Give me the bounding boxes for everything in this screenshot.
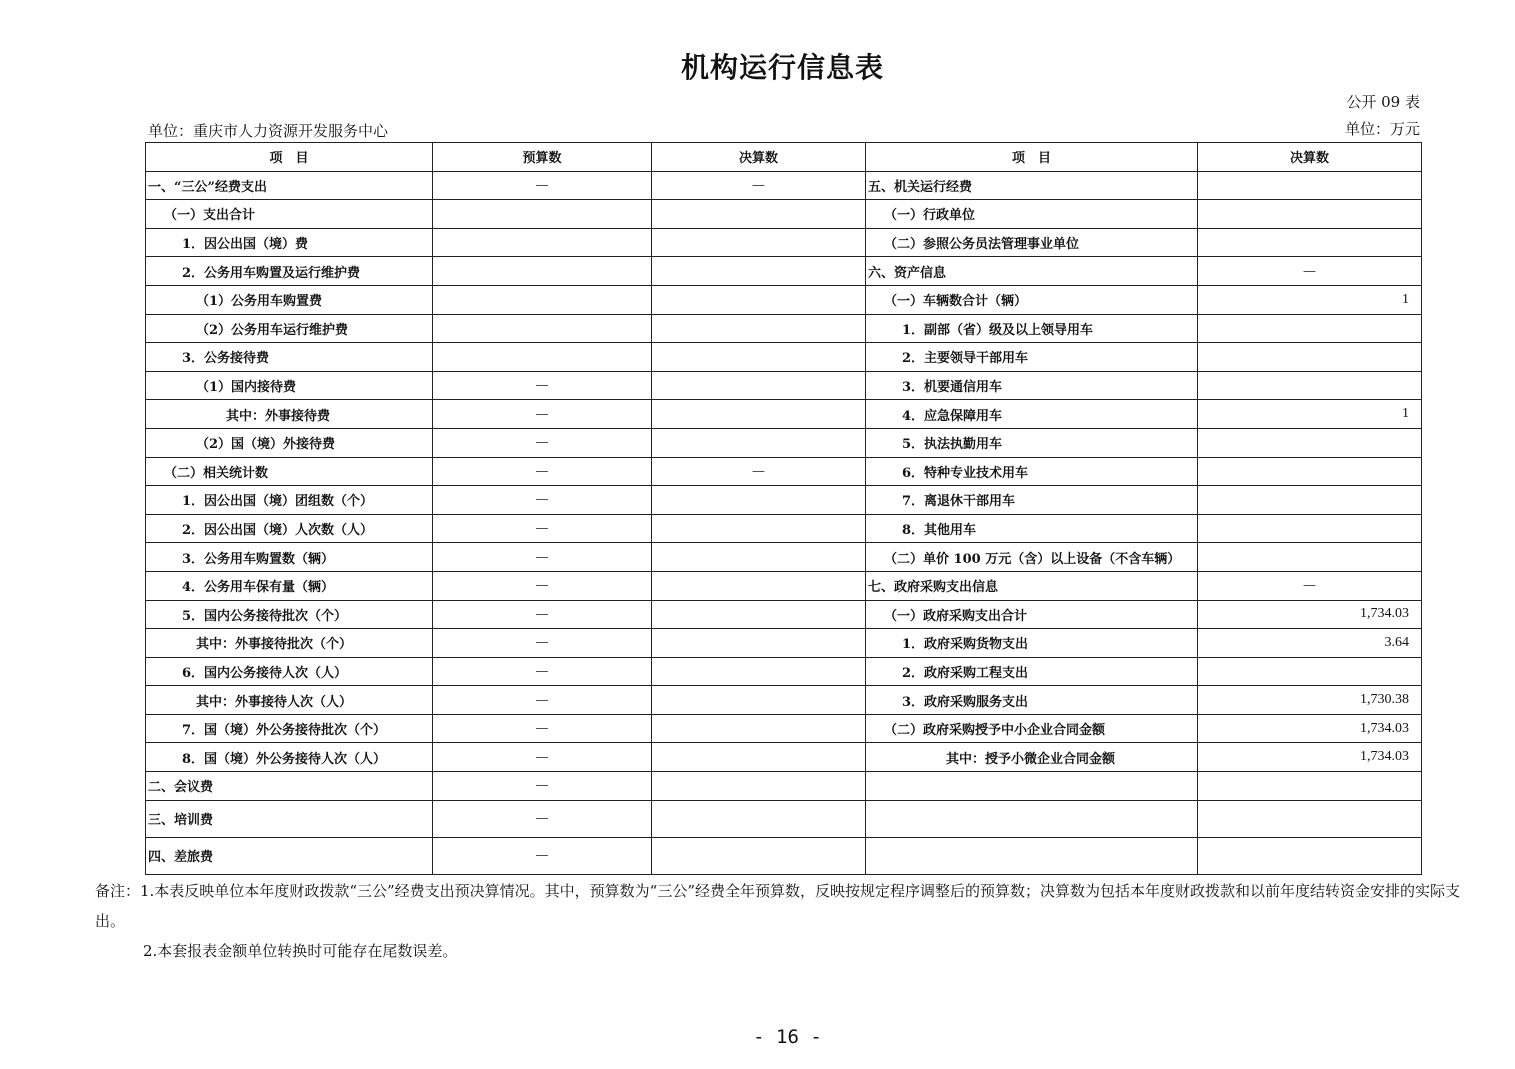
row-final-left [652,257,866,286]
page-number: - 16 - [753,1026,822,1048]
row-final-right [1198,514,1422,543]
row-budget [433,257,652,286]
note-1: 备注：1.本表反映单位本年度财政拨款“三公”经费支出预决算情况。其中，预算数为“三公”经费全年预算数，反映按规定程序调整后的预算数；决算数为包括本年度财政拨款和以前年度结转资金安排的实际支出。 [95,882,1460,930]
row-final-left: — [652,171,866,200]
row-item-left: 7．国（境）外公务接待批次（个） [146,714,433,743]
institution-operation-table [145,142,1422,875]
row-item-right: （一）车辆数合计（辆） [866,285,1198,314]
row-final-left [652,714,866,743]
row-final-right: 1,734.03 [1198,600,1422,629]
row-final-left [652,371,866,400]
row-final-right [1198,171,1422,200]
header-item-left: 项 目 [146,143,433,172]
table-row [146,371,1422,400]
row-item-left: （1）国内接待费 [146,371,433,400]
notes [95,876,1485,966]
row-final-right [1198,800,1422,837]
row-final-left [652,428,866,457]
row-budget: — [433,629,652,658]
table-row [146,800,1422,837]
row-item-left: （二）相关统计数 [146,457,433,486]
row-final-right [1198,657,1422,686]
table-row [146,543,1422,572]
note-2: 2.本套报表金额单位转换时可能存在尾数误差。 [143,942,458,960]
row-item-right: 七、政府采购支出信息 [866,571,1198,600]
row-final-left [652,657,866,686]
row-budget: — [433,428,652,457]
row-item-left: 四、差旅费 [146,837,433,874]
row-final-left [652,343,866,372]
table-row [146,400,1422,429]
row-item-right: 六、资产信息 [866,257,1198,286]
row-final-left [652,543,866,572]
table-row [146,200,1422,229]
row-budget: — [433,371,652,400]
row-budget: — [433,600,652,629]
row-budget: — [433,514,652,543]
row-budget [433,200,652,229]
row-final-right [1198,772,1422,801]
unit-currency: 单位：万元 [1344,120,1420,138]
row-item-left: 4．公务用车保有量（辆） [146,571,433,600]
table-row [146,428,1422,457]
row-item-left: 其中：外事接待人次（人） [146,686,433,715]
row-item-left: 6．国内公务接待人次（人） [146,657,433,686]
row-final-right: — [1198,257,1422,286]
row-final-left [652,800,866,837]
row-item-right: （二）政府采购授予中小企业合同金额 [866,714,1198,743]
row-item-right: 1．政府采购货物支出 [866,629,1198,658]
table-row [146,600,1422,629]
row-final-right: 3.64 [1198,629,1422,658]
row-budget: — [433,714,652,743]
table-row [146,714,1422,743]
table-row [146,657,1422,686]
row-final-left [652,514,866,543]
row-budget: — [433,457,652,486]
row-item-right: 5．执法执勤用车 [866,428,1198,457]
row-item-right: 其中：授予小微企业合同金额 [866,743,1198,772]
row-final-right [1198,200,1422,229]
header-item-right: 项 目 [866,143,1198,172]
row-final-left [652,837,866,874]
row-final-left [652,285,866,314]
row-budget: — [433,543,652,572]
row-item-right: （一）政府采购支出合计 [866,600,1198,629]
row-final-left [652,743,866,772]
row-final-left [652,600,866,629]
row-budget [433,228,652,257]
header-final-left: 决算数 [652,143,866,172]
row-final-right [1198,486,1422,515]
row-budget [433,285,652,314]
table-row [146,772,1422,801]
form-code: 公开 09 表 [1346,93,1420,111]
page-title: 机构运行信息表 [680,51,884,84]
row-item-right: （二）参照公务员法管理事业单位 [866,228,1198,257]
row-item-left: （1）公务用车购置费 [146,285,433,314]
row-item-left: 三、培训费 [146,800,433,837]
row-item-right [866,800,1198,837]
row-item-right: 3．政府采购服务支出 [866,686,1198,715]
row-final-right [1198,457,1422,486]
row-item-right: 3．机要通信用车 [866,371,1198,400]
table-row [146,314,1422,343]
row-item-left: 3．公务用车购置数（辆） [146,543,433,572]
row-final-left [652,228,866,257]
row-final-right [1198,228,1422,257]
row-final-right: 1 [1198,400,1422,429]
row-final-right [1198,314,1422,343]
table-row [146,457,1422,486]
row-item-left: 1．因公出国（境）团组数（个） [146,486,433,515]
row-final-left [652,486,866,515]
row-final-left [652,200,866,229]
row-budget: — [433,486,652,515]
row-budget: — [433,400,652,429]
row-item-right: 8．其他用车 [866,514,1198,543]
table-row [146,514,1422,543]
row-item-right: 2．主要领导干部用车 [866,343,1198,372]
row-item-right [866,837,1198,874]
row-budget: — [433,800,652,837]
row-item-left: 3．公务接待费 [146,343,433,372]
row-item-right [866,772,1198,801]
table-row [146,486,1422,515]
row-item-right: 五、机关运行经费 [866,171,1198,200]
row-final-right: — [1198,571,1422,600]
row-budget: — [433,743,652,772]
row-item-left: （一）支出合计 [146,200,433,229]
table-row [146,837,1422,874]
row-item-left: 其中：外事接待批次（个） [146,629,433,658]
row-item-left: 1．因公出国（境）费 [146,228,433,257]
row-final-right [1198,837,1422,874]
row-final-left [652,772,866,801]
table-row [146,285,1422,314]
row-final-right [1198,428,1422,457]
table-row [146,343,1422,372]
row-final-left [652,314,866,343]
row-final-left [652,400,866,429]
row-budget [433,314,652,343]
row-item-left: 5．国内公务接待批次（个） [146,600,433,629]
row-final-right: 1,734.03 [1198,743,1422,772]
row-final-right [1198,371,1422,400]
row-budget: — [433,171,652,200]
row-budget: — [433,571,652,600]
row-item-left: （2）公务用车运行维护费 [146,314,433,343]
row-item-left: 一、“三公”经费支出 [146,171,433,200]
row-final-right: 1 [1198,285,1422,314]
table-row [146,257,1422,286]
row-final-right: 1,734.03 [1198,714,1422,743]
row-budget: — [433,837,652,874]
row-final-left [652,629,866,658]
row-item-right: 7．离退休干部用车 [866,486,1198,515]
table-row [146,171,1422,200]
row-item-left: 其中：外事接待费 [146,400,433,429]
row-final-left: — [652,457,866,486]
row-item-right: （二）单价 100 万元（含）以上设备（不含车辆） [866,543,1198,572]
table-row [146,629,1422,658]
row-item-left: 2．公务用车购置及运行维护费 [146,257,433,286]
row-final-left [652,686,866,715]
row-item-right: 2．政府采购工程支出 [866,657,1198,686]
table-header-row [146,143,1422,172]
table-row [146,743,1422,772]
row-final-right [1198,343,1422,372]
row-item-right: （一）行政单位 [866,200,1198,229]
row-final-right [1198,543,1422,572]
row-item-right: 6．特种专业技术用车 [866,457,1198,486]
table-row [146,571,1422,600]
row-budget: — [433,686,652,715]
row-item-right: 4．应急保障用车 [866,400,1198,429]
row-budget [433,343,652,372]
row-final-left [652,571,866,600]
unit-organization: 单位：重庆市人力资源开发服务中心 [148,122,389,140]
row-item-right: 1．副部（省）级及以上领导用车 [866,314,1198,343]
row-item-left: 二、会议费 [146,772,433,801]
table-row [146,228,1422,257]
row-budget: — [433,772,652,801]
row-budget: — [433,657,652,686]
row-item-left: （2）国（境）外接待费 [146,428,433,457]
row-item-left: 8．国（境）外公务接待人次（人） [146,743,433,772]
row-final-right: 1,730.38 [1198,686,1422,715]
table-row [146,686,1422,715]
row-item-left: 2．因公出国（境）人次数（人） [146,514,433,543]
header-budget: 预算数 [433,143,652,172]
header-final-right: 决算数 [1198,143,1422,172]
